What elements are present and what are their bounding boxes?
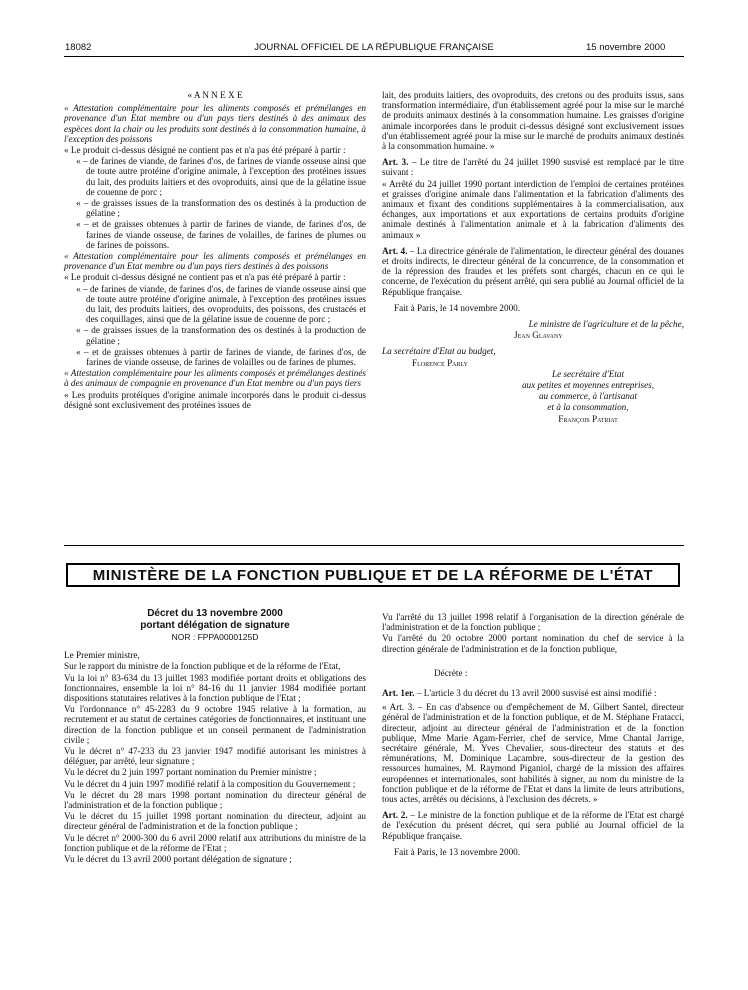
signatory-title: Le secrétaire d'Etat	[551, 368, 625, 379]
decree-article-1-label: Art. 1er.	[382, 688, 415, 699]
decree-paragraph: Vu le décret du 4 juin 1997 modifié relatif à la composition du Gouvernement ;	[64, 778, 356, 789]
attestation-1-item: « – de farines de viande, de farines d'os, de farines de viande osseuse ainsi que de toute autre protéine d'origine animale, à l'exception des protéines issues du lait, des produits laitiers et des ovoproduits, ainsi que de la gélatine issue de couenne de porc ;	[76, 156, 366, 197]
attestation-2-item: « – de farines de viande, de farines d'os, de farines de viande osseuse ainsi que de toute autre protéine d'origine animale, à l'exception des protéines issues du lait, des produits laitiers, des ovoproduits, des poissons, des crustacés et des coquillages, ainsi que de la gélatine issue de couenne de porc ;	[76, 283, 366, 325]
decree-nor: NOR : FPPA0000125D	[171, 632, 259, 642]
article-3: Art. 3. – Le titre de l'arrêté du 24 juillet 1990 susvisé est remplacé par le titre suivant :	[382, 157, 684, 178]
decree-left-column	[64, 608, 366, 865]
decree-paragraph: Vu le décret n° 47-233 du 23 janvier 1947 modifié autorisant les ministres à déléguer, par arrêté, leur signature ;	[64, 746, 366, 767]
decree-paragraph: Le Premier ministre,	[64, 650, 140, 661]
annex-title: « A N N E X E	[187, 90, 243, 100]
decree-paragraph: Vu le décret n° 2000-300 du 6 avril 2000 relatif aux attributions du ministre de la fonction publique et de la réforme de l'Etat ;	[64, 832, 366, 853]
decree-title: Décret du 13 novembre 2000	[147, 608, 283, 619]
decree-paragraph: Vu le décret du 28 mars 1998 portant nomination du directeur général de l'administration et de la fonction publique ;	[64, 789, 366, 811]
attestation-2-item: « – de graisses issues de la transformation des os destinés à la production de gélatine ;	[76, 325, 366, 346]
attestation-1-item: « – et de graisses obtenues à partir de farines de viande, de farines d'os, de farines de viande osseuse, de farines de volailles, de farines de plumes ou de farines de poissons.	[76, 219, 366, 250]
decree-paragraph: Vu le décret du 13 avril 2000 portant délégation de signature ;	[64, 854, 292, 865]
decree-article-1: Art. 1er. – L'article 3 du décret du 13 avril 2000 susvisé est ainsi modifié :	[382, 688, 657, 699]
journal-title: JOURNAL OFFICIEL DE LA RÉPUBLIQUE FRANÇAISE	[254, 42, 494, 53]
page-number: 18082	[65, 42, 92, 53]
decree-article-1-quote: « Art. 3. – En cas d'absence ou d'empêchement de M. Gilbert Santel, directeur général de l'administration et de la fonction publique, et de M. Stéphane Fratacci, directeur, adjoint au directeur général de l'administration et de la fonction publique, Mme Marie Agam-Ferrier, chef de service, Mme Chantal Jarrige, secrétaire générale, M. Yves Chevalier, sous-directeur des statuts et des rémunérations, M. Dominique Lacambre, sous-directeur de la gestion des ressources humaines, M. Raymond Piganiol, chargé de la mission des affaires européennes et internationales, sont habilités à signer, au nom du ministre de la fonction publique et de la réforme de l'Etat et dans la limite de leurs attributions, tous actes, arrêtés ou décisions, à l'exclusion des décrets. »	[382, 702, 684, 805]
decree-paragraph: Vu la loi n° 83-634 du 13 juillet 1983 modifiée portant droits et obligations des fonctionnaires, ensemble la loi n° 84-16 du 11 janvier 1984 modifiée portant dispositions statutaires relatives à la fonction publique de l'Etat ;	[64, 672, 366, 704]
signatory-title: et à la consommation,	[547, 402, 629, 413]
section-separator	[64, 545, 684, 546]
article-4: Art. 4. – La directrice générale de l'alimentation, le directeur général des douanes et droits indirects, le directeur général de la concurrence, de la consommation et de la répression des fraudes et les préfets sont chargés, chacun en ce qui le concerne, de l'exécution du présent arrêté, qui sera publié au Journal officiel de la République française.	[382, 245, 685, 297]
attestation-2-intro: « Le produit ci-dessus désigné ne contient pas et n'a pas été préparé à partir :	[64, 272, 346, 283]
page-date: 15 novembre 2000	[586, 42, 666, 53]
decree-paragraph: Sur le rapport du ministre de la fonction publique et de la réforme de l'Etat,	[64, 661, 341, 672]
attestation-2-title: « Attestation complémentaire pour les aliments composés et prémélanges en provenance d'un Etat membre ou d'un pays tiers destinés à des poissons	[64, 251, 366, 272]
header-rule	[64, 56, 684, 57]
signatory-title: La secrétaire d'Etat au budget,	[382, 346, 496, 357]
signatory-title: au commerce, à l'artisanat	[538, 391, 638, 402]
signatory-title: Le ministre de l'agriculture et de la pêche,	[528, 319, 684, 330]
decree-decrete: Décrète :	[434, 667, 468, 678]
decree-article-2-label: Art. 2.	[382, 810, 408, 821]
attestation-2-item: « – et de graisses obtenues à partir de farines de viande, de farines d'os, de farines de viande osseuse, de farines de volailles ou de farines de plumes.	[76, 346, 366, 368]
signatory-name: François Patriat	[558, 413, 618, 424]
signing-place-date: Fait à Paris, le 14 novembre 2000.	[394, 302, 521, 313]
article-3-label: Art. 3.	[382, 157, 409, 168]
annex-column	[64, 90, 366, 411]
decree-signing-place-date: Fait à Paris, le 13 novembre 2000.	[394, 846, 521, 857]
annex-continuation: lait, des produits laitiers, des ovoproduits, des cretons ou des produits issus, sans transformation intermédiaire, d'un établissement agréé pour la mise sur le marché de produits animaux destinés à la consommation humaine. Les graisses d'origine animale incorporées dans le produit ci-dessus désigné sont exclusivement issues d'un établissement agréé pour la mise sur le marché de produits animaux destinés à la consommation humaine. »	[382, 90, 684, 152]
right-top-column	[382, 90, 684, 425]
decree-right-column	[382, 612, 684, 858]
attestation-1-title: « Attestation complémentaire pour les aliments composés et prémélanges en provenance d'un Etat membre ou d'un pays tiers destinés à des animaux des espèces dont la chair ou les produits sont destinés à la consommation humaine, à l'exception des poissons	[64, 103, 366, 144]
ministry-section-title: MINISTÈRE DE LA FONCTION PUBLIQUE ET DE LA RÉFORME DE L'ÉTAT	[66, 563, 680, 587]
decree-subtitle: portant délégation de signature	[140, 620, 290, 631]
decree-paragraph: Vu l'arrêté du 13 juillet 1998 relatif à l'organisation de la direction générale de l'administration et de la fonction publique ;	[382, 612, 684, 633]
attestation-3-text: « Les produits protéiques d'origine animale incorporés dans le produit ci-dessus désigné sont exclusivement des protéines issues de	[64, 389, 366, 410]
decree-article-2: Art. 2. – Le ministre de la fonction publique et de la réforme de l'Etat est chargé de l'exécution du présent décret, qui sera publié au Journal officiel de la République française.	[382, 810, 684, 841]
signatory-name: Jean Glavany	[514, 330, 563, 341]
decree-paragraph: Vu l'arrêté du 20 octobre 2000 portant nomination du chef de service à la direction générale de l'administration et de la fonction publique,	[382, 633, 684, 654]
article-3-quote: « Arrêté du 24 juillet 1990 portant interdiction de l'emploi de certaines protéines et graisses d'origine animale dans l'alimentation et la fabrication d'aliments des animaux et fixant des conditions supplémentaires à la commercialisation, aux échanges, aux importations et aux exportations de certains produits d'origine animale destinés à l'alimentation animale et à la fabrication d'aliments des animaux »	[382, 178, 684, 240]
attestation-1-intro: « Le produit ci-dessus désigné ne contient pas et n'a pas été préparé à partir :	[64, 145, 346, 156]
article-4-label: Art. 4.	[382, 245, 408, 256]
signatory-title: aux petites et moyennes entreprises,	[521, 380, 655, 391]
decree-paragraph: Vu le décret du 2 juin 1997 portant nomination du Premier ministre ;	[64, 767, 317, 778]
decree-paragraph: Vu le décret du 15 juillet 1998 portant nomination du directeur, adjoint au directeur général de l'administration et de la fonction publique ;	[64, 811, 366, 832]
decree-paragraph: Vu l'ordonnance n° 45-2283 du 9 octobre 1945 relative à la formation, au recrutement et au statut de certaines catégories de fonctionnaires, et instituant une direction de la fonction publique et un conseil permanent de l'administration civile ;	[64, 704, 366, 745]
signatory-name: Florence Parly	[412, 357, 468, 368]
attestation-1-item: « – de graisses issues de la transformation des os destinés à la production de gélatine ;	[76, 198, 366, 219]
attestation-3-title: « Attestation complémentaire pour les aliments composés et prémélanges destinés à des animaux de compagnie en provenance d'un Etat membre ou d'un pays tiers	[64, 368, 366, 389]
